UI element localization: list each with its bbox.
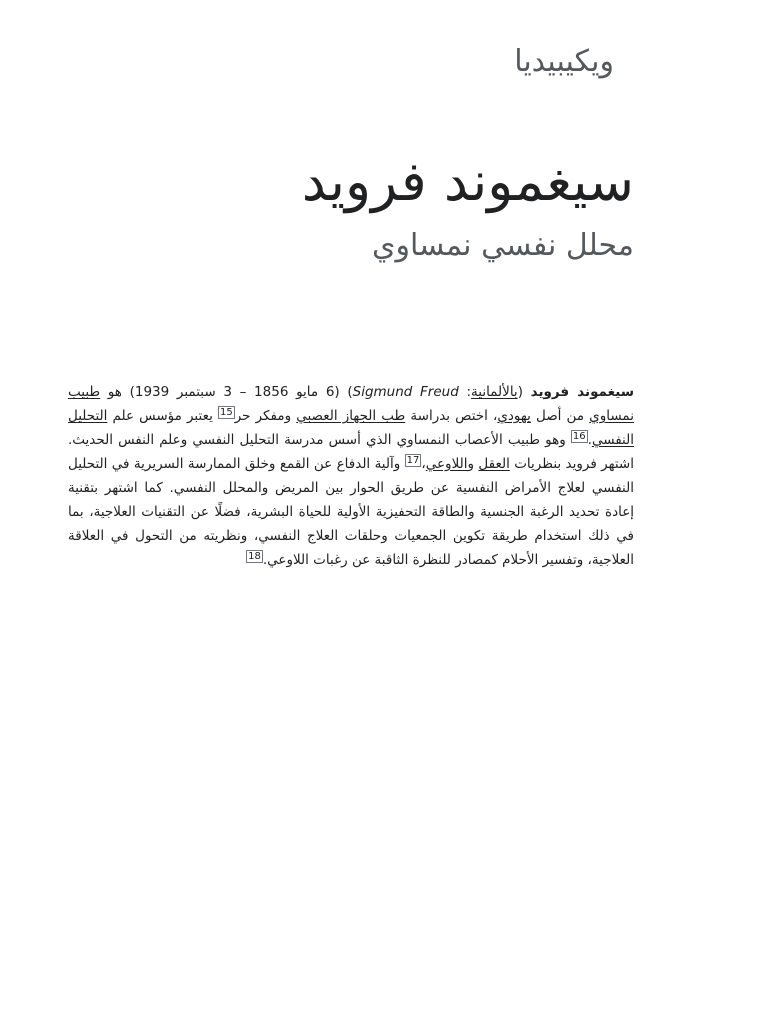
link-mind[interactable]: العقل <box>478 456 510 472</box>
and-text: و <box>467 456 479 472</box>
link-unconscious[interactable]: اللاوعي <box>425 456 468 472</box>
specialized-text: ، اختص بدراسة <box>405 408 498 424</box>
neurologist-text: وهو طبيب الأعصاب النمساوي الذي أسس مدرسة التحليل النفسي وعلم النفس الحديث. اشتهر فرويد بنظريات <box>68 432 634 472</box>
rest-text: وآلية الدفاع عن القمع وخلق الممارسة السريرية في التحليل النفسي لعلاج الأمراض النفسية عن طريق الحوار بين المريض والمحلل النفسي. كما اشتهر بتقنية إعادة تحديد الرغبة الجنسية والطاقة التحفيزية الأولية للحياة البشرية، فضلًا عن التقنيات العلاجية، بما في ذلك استخدام طريقة تكوين الجمعيات وحلقات العلاج النفسي، ونظريته من التحول في العلاقة العلاجية، وتفسير الأحلام كمصادر للنظرة الثاقبة عن رغبات اللاوعي. <box>68 456 634 568</box>
page-subtitle: محلل نفسي نمساوي <box>371 228 634 263</box>
link-jewish[interactable]: يهودي <box>497 408 531 424</box>
thinker-text: ومفكر حر <box>234 408 297 424</box>
dates-text: ) (6 مايو 1856 – 3 سبتمبر 1939) هو <box>100 384 353 400</box>
comma: ، <box>421 456 426 472</box>
link-austrian[interactable]: نمساوي <box>589 408 634 424</box>
page-title: سيغموند فرويد <box>301 150 634 213</box>
link-neurology[interactable]: طب الجهاز العصبي <box>296 408 406 424</box>
article-lead-paragraph <box>68 380 634 572</box>
wikipedia-wordmark-logo[interactable]: ويكيبيديا <box>514 44 614 79</box>
reference-17[interactable]: 17 <box>406 454 420 466</box>
founder-text: يعتبر مؤسس علم <box>107 408 218 424</box>
link-doctor[interactable]: طبيب <box>68 384 101 400</box>
subject-name: سيغموند فرويد <box>530 384 635 400</box>
reference-18[interactable]: 18 <box>248 550 261 562</box>
link-psychoanalysis[interactable]: التحليل النفسي <box>68 408 634 448</box>
origin-text: من أصل <box>530 408 590 424</box>
reference-15[interactable]: 15 <box>219 406 233 418</box>
period: . <box>587 432 592 448</box>
paren-open: ( <box>517 384 531 400</box>
colon: : <box>458 384 472 400</box>
native-name: Sigmund Freud <box>352 384 459 400</box>
link-german[interactable]: بالألمانية <box>471 384 518 400</box>
reference-16[interactable]: 16 <box>572 430 586 442</box>
